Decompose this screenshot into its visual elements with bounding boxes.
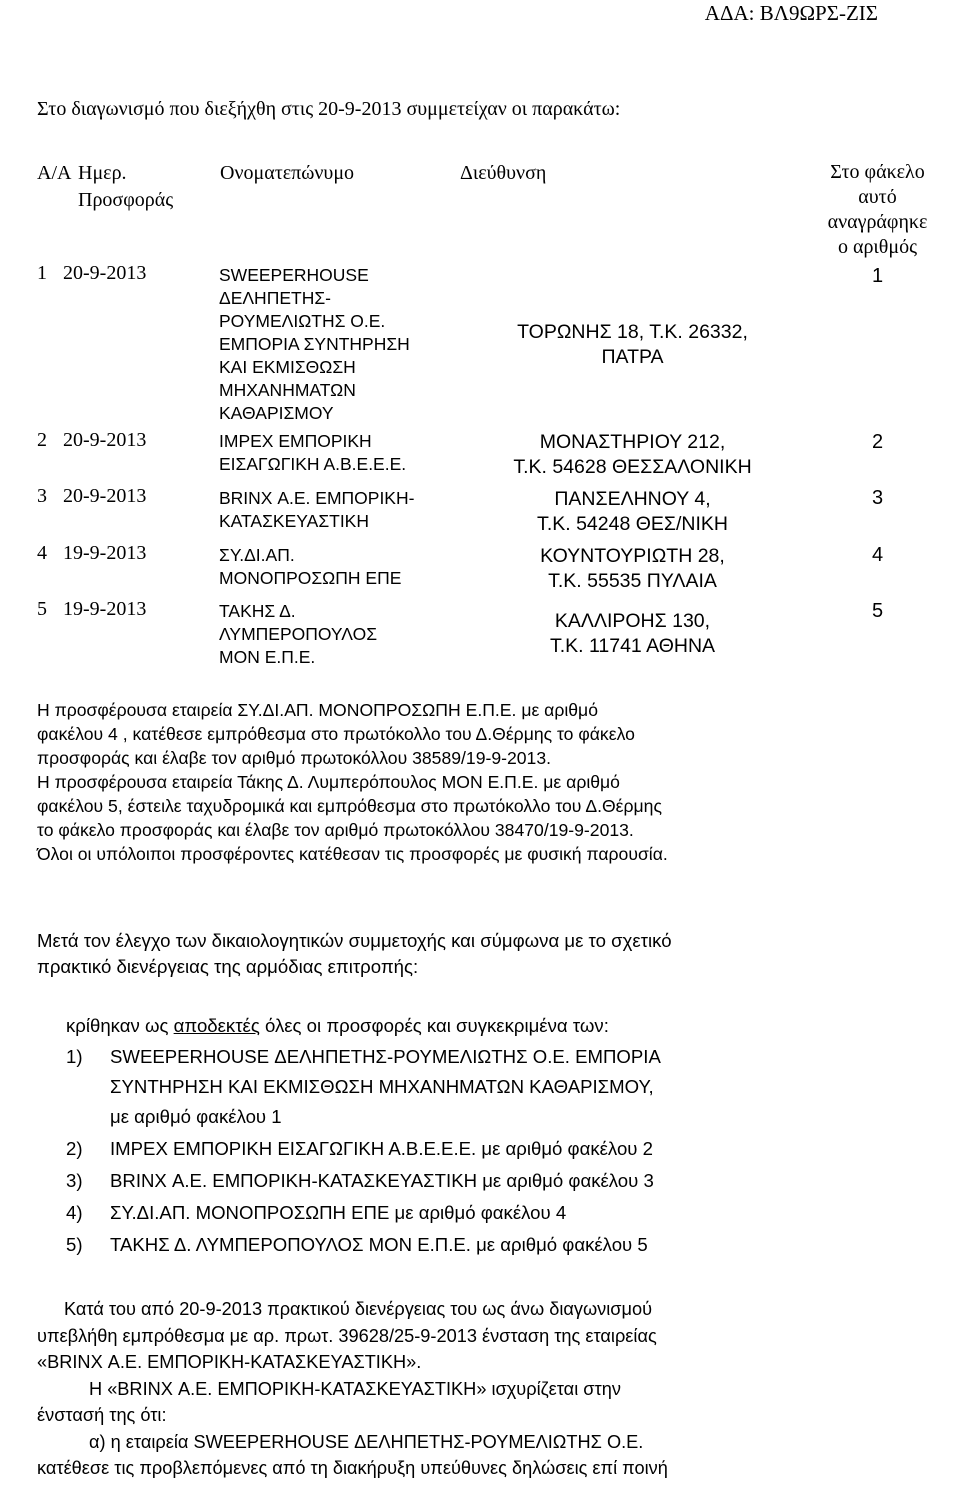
row-name: SWEEPERHOUSE ΔΕΛΗΠΕΤΗΣ- ΡΟΥΜΕΛΙΩΤΗΣ Ο.Ε. ΕΜΠΟΡΙΑ ΣΥΝΤΗΡΗΣΗ ΚΑΙ ΕΚΜΙΣΘΩΣΗ ΜΗΧΑΝΗΜΑΤΩΝ ΚΑΘΑΡΙΣΜΟΥ xyxy=(219,265,410,423)
col-header-address: Διεύθυνση xyxy=(460,162,547,184)
row-envelope-number: 4 xyxy=(871,544,884,566)
row-name: ΙΜΡΕΧ ΕΜΠΟΡΙΚΗ ΕΙΣΑΓΩΓΙΚΗ Α.Β.Ε.Ε.Ε. xyxy=(219,431,407,474)
col-header-date: Ημερ. Προσφοράς xyxy=(78,162,174,211)
row-name: ΤΑΚΗΣ Δ. ΛΥΜΠΕΡΟΠΟΥΛΟΣ ΜΟΝ Ε.Π.Ε. xyxy=(219,601,378,667)
col-header-aa: Α/Α xyxy=(37,162,72,184)
row-date: 19-9-2013 xyxy=(63,542,147,564)
row-date: 20-9-2013 xyxy=(63,262,147,284)
row-date: 20-9-2013 xyxy=(63,429,147,451)
list-item: 3) BRINX Α.Ε. ΕΜΠΟΡΙΚΗ-ΚΑΤΑΣΚΕΥΑΣΤΙΚΗ με αριθμό φακέλου 3 xyxy=(66,1170,654,1191)
row-aa: 2 xyxy=(37,429,47,451)
objection-paragraph: Κατά του από 20-9-2013 πρακτικού διενέργειας του ως άνω διαγωνισμού υπεβλήθη εμπρόθεσμα με αρ. πρωτ. 39628/25-9-2013 ένσταση της εταιρείας «BRINX Α.Ε. ΕΜΠΟΡΙΚΗ-ΚΑΤΑΣΚΕΥΑΣΤΙΚΗ». Η «BRINX Α.Ε. ΕΜΠΟΡΙΚΗ-ΚΑΤΑΣΚΕΥΑΣΤΙΚΗ» ισχυρίζεται στην ένστασή της ότι: α) η εταιρεία SWEEPERHOUSE ΔΕΛΗΠΕΤΗΣ-ΡΟΥΜΕΛΙΩΤΗΣ Ο.Ε. κατέθεσε τις προβλεπόμενες από τη διακήρυξη υπεύθυνες δηλώσεις επί ποινή xyxy=(37,1299,668,1478)
row-address: ΜΟΝΑΣΤΗΡΙΟΥ 212, Τ.Κ. 54628 ΘΕΣΣΑΛΟΝΙΚΗ xyxy=(513,431,752,478)
list-item: 2) ΙΜΡΕΧ ΕΜΠΟΡΙΚΗ ΕΙΣΑΓΩΓΙΚΗ Α.Β.Ε.Ε.Ε. με αριθμό φακέλου 2 xyxy=(66,1138,653,1159)
row-aa: 1 xyxy=(37,262,47,284)
list-item: 1) SWEEPERHOUSE ΔΕΛΗΠΕΤΗΣ-ΡΟΥΜΕΛΙΩΤΗΣ Ο.Ε. ΕΜΠΟΡΙΑ ΣΥΝΤΗΡΗΣΗ ΚΑΙ ΕΚΜΙΣΘΩΣΗ ΜΗΧΑΝΗΜΑΤΩΝ ΚΑΘΑΡΙΣΜΟΥ, με αριθμό φακέλου 1 xyxy=(66,1046,661,1127)
list-item: 4) ΣΥ.ΔΙ.ΑΠ. ΜΟΝΟΠΡΟΣΩΠΗ ΕΠΕ με αριθμό φακέλου 4 xyxy=(66,1202,567,1223)
row-aa: 3 xyxy=(37,485,47,507)
submission-paragraph: Η προσφέρουσα εταιρεία ΣΥ.ΔΙ.ΑΠ. ΜΟΝΟΠΡΟΣΩΠΗ Ε.Π.Ε. με αριθμό φακέλου 4 , κατέθεσε εμπρόθεσμα στο πρωτόκολλο του Δ.Θέρμης το φάκελο προσφοράς και έλαβε τον αριθμό πρωτοκόλλου 38589/19-9-2013. Η προσφέρουσα εταιρεία Τάκης Δ. Λυμπερόπουλος ΜΟΝ Ε.Π.Ε. με αριθμό φακέλου 5, έστειλε ταχυδρομικά και εμπρόθεσμα στο πρωτόκολλο του Δ.Θέρμης το φάκελο προσφοράς και έλαβε τον αριθμό πρωτοκόλλου 38470/19-9-2013. Όλοι οι υπόλοιποι προσφέροντες κατέθεσαν τις προσφορές με φυσική παρουσία. xyxy=(37,700,668,864)
row-date: 19-9-2013 xyxy=(63,598,147,620)
row-address: ΚΟΥΝΤΟΥΡΙΩΤΗ 28, Τ.Κ. 55535 ΠΥΛΑΙΑ xyxy=(540,545,725,592)
list-item: 5) ΤΑΚΗΣ Δ. ΛΥΜΠΕΡΟΠΟΥΛΟΣ ΜΟΝ Ε.Π.Ε. με αριθμό φακέλου 5 xyxy=(66,1234,648,1255)
row-envelope-number: 5 xyxy=(871,600,884,622)
intro-text: Στο διαγωνισμό που διεξήχθη στις 20-9-2013 συμμετείχαν οι παρακάτω: xyxy=(37,98,621,120)
accepted-offers-intro: κρίθηκαν ως αποδεκτές όλες οι προσφορές και συγκεκριμένα των: xyxy=(66,1015,609,1036)
row-aa: 5 xyxy=(37,598,47,620)
col-header-name: Ονοματεπώνυμο xyxy=(220,162,355,184)
row-address: ΠΑΝΣΕΛΗΝΟΥ 4, Τ.Κ. 54248 ΘΕΣ/ΝΙΚΗ xyxy=(537,488,728,535)
row-address: ΚΑΛΛΙΡΟΗΣ 130, Τ.Κ. 11741 ΑΘΗΝΑ xyxy=(549,610,716,657)
row-date: 20-9-2013 xyxy=(63,485,147,507)
row-name: BRINX Α.Ε. ΕΜΠΟΡΙΚΗ- ΚΑΤΑΣΚΕΥΑΣΤΙΚΗ xyxy=(219,488,415,531)
ada-code: ΑΔΑ: ΒΛ9ΩΡΣ-ΖΙΣ xyxy=(704,1,878,25)
row-aa: 4 xyxy=(37,542,47,564)
accepted-offers-list xyxy=(66,1042,886,1259)
row-address: ΤΟΡΩΝΗΣ 18, Τ.Κ. 26332, ΠΑΤΡΑ xyxy=(517,321,748,368)
row-envelope-number: 3 xyxy=(871,487,884,509)
col-header-envelope-number: Στο φάκελο αυτό αναγράφηκε ο αριθμός xyxy=(827,161,928,258)
row-envelope-number: 1 xyxy=(871,265,884,287)
row-envelope-number: 2 xyxy=(871,431,884,453)
evaluation-paragraph: Μετά τον έλεγχο των δικαιολογητικών συμμετοχής και σύμφωνα με το σχετικό πρακτικό διενέργειας της αρμόδιας επιτροπής: xyxy=(37,930,672,977)
row-name: ΣΥ.ΔΙ.ΑΠ. ΜΟΝΟΠΡΟΣΩΠΗ ΕΠΕ xyxy=(219,545,402,588)
